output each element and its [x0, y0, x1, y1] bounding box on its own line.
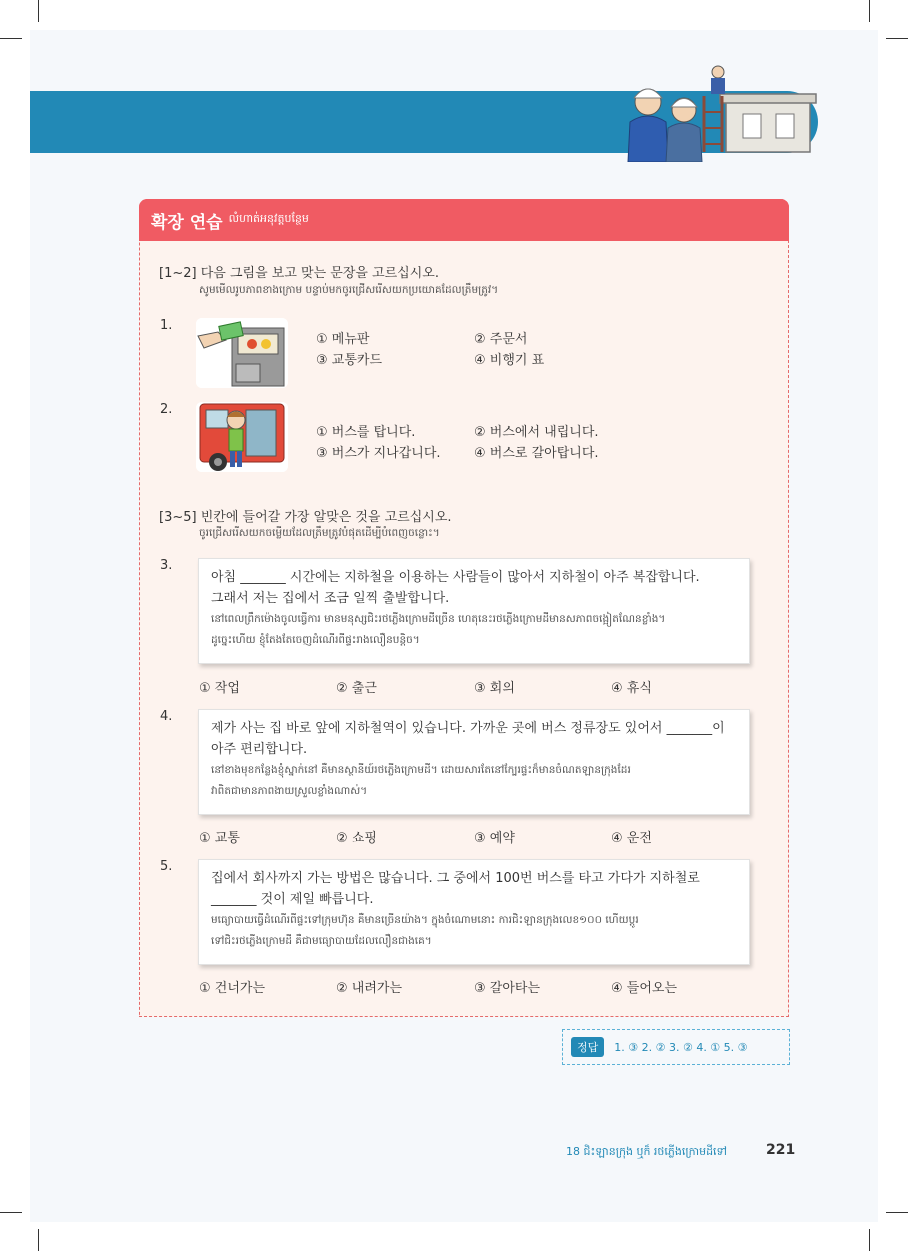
option[interactable]: ④ 운전 — [611, 831, 652, 846]
passage-korean-line: 그래서 저는 집에서 조금 일찍 출발합니다. — [211, 591, 450, 606]
option[interactable]: ④ 비행기 표 — [474, 353, 545, 368]
workers-illustration — [618, 62, 818, 162]
option[interactable]: ③ 갈아타는 — [474, 981, 541, 996]
passage-korean-line: 아주 편리합니다. — [211, 742, 308, 757]
passage-khmer-line: មធ្យោបាយធ្វើដំណើរពីផ្ទះទៅក្រុមហ៊ុន គឺមានច្រើនយ៉ាង។ ក្នុងចំណោមនោះ ការជិះឡានក្រុងលេខ១០០ ហើយប្តូរ — [211, 914, 639, 926]
crop-mark — [886, 38, 908, 39]
footer-chapter-title: 18 ជិះឡានក្រុង ឬក៏ រថភ្លើងក្រោមដីទៅ — [566, 1145, 728, 1158]
option[interactable]: ① 버스를 탑니다. — [316, 425, 416, 440]
passage-korean-line: 집에서 회사까지 가는 방법은 많습니다. 그 중에서 100번 버스를 타고 가다가 지하철로 — [211, 871, 700, 886]
option[interactable]: ② 버스에서 내립니다. — [474, 425, 599, 440]
part2-instruction: [3~5] 빈칸에 들어갈 가장 알맞은 것을 고르십시오. — [159, 510, 452, 525]
option[interactable]: ② 주문서 — [474, 332, 528, 347]
option[interactable]: ④ 휴식 — [611, 681, 652, 696]
option[interactable]: ② 출근 — [336, 681, 377, 696]
question-number: 4. — [160, 709, 173, 724]
passage-korean-line: 제가 사는 집 바로 앞에 지하철역이 있습니다. 가까운 곳에 버스 정류장도 있어서 _______이 — [211, 721, 725, 736]
option[interactable]: ④ 버스로 갈아탑니다. — [474, 446, 599, 461]
passage-khmer-line: វាពិតជាមានភាពងាយស្រួលខ្លាំងណាស់។ — [211, 785, 368, 797]
card-reader-illustration — [196, 318, 288, 388]
crop-mark — [38, 0, 39, 22]
option[interactable]: ① 건너가는 — [199, 981, 266, 996]
crop-mark — [886, 1212, 908, 1213]
answer-key-label: 정답 — [571, 1037, 604, 1057]
crop-mark — [0, 38, 22, 39]
option[interactable]: ② 쇼핑 — [336, 831, 377, 846]
question-number: 1. — [160, 318, 173, 333]
crop-mark — [0, 1212, 22, 1213]
passage-khmer-line: នៅពេលព្រឹកម៉ោងចូលធ្វើការ មានមនុស្សជិះរថភ្លើងក្រោមដីច្រើន ហេតុនេះរថភ្លើងក្រោមដីមានសភាពចង្អៀតណែនខ្លាំង។ — [211, 613, 666, 625]
answer-key — [562, 1029, 790, 1065]
passage-card — [198, 709, 750, 815]
passage-card — [198, 859, 750, 965]
passage-card — [198, 558, 750, 664]
section-subtitle: លំហាត់អនុវត្តបន្ថែម — [228, 212, 309, 225]
option[interactable]: ② 내려가는 — [336, 981, 403, 996]
part1-instruction-km: សូមមើលរូបភាពខាងក្រោម បន្ទាប់មកចូរជ្រើសរើសយកប្រយោគដែលត្រឹមត្រូវ។ — [199, 284, 499, 296]
part1-instruction: [1~2] 다음 그림을 보고 맞는 문장을 고르십시오. — [159, 266, 439, 281]
section-title: 확장 연습 — [151, 212, 223, 233]
option[interactable]: ③ 예약 — [474, 831, 515, 846]
passage-khmer-line: ដូច្នេះហើយ ខ្ញុំតែងតែចេញដំណើរពីផ្ទះរាងលឿនបន្តិច។ — [211, 634, 420, 646]
option[interactable]: ① 교통 — [199, 831, 240, 846]
crop-mark — [38, 1229, 39, 1251]
option[interactable]: ③ 교통카드 — [316, 353, 383, 368]
crop-mark — [869, 0, 870, 22]
passage-korean-line: _______ 것이 제일 빠릅니다. — [211, 892, 374, 907]
option[interactable]: ④ 들어오는 — [611, 981, 678, 996]
page-number: 221 — [766, 1142, 796, 1158]
question-number: 2. — [160, 402, 173, 417]
section-header — [139, 199, 789, 241]
passage-khmer-line: នៅខាងមុខកន្លែងខ្ញុំស្នាក់នៅ គឺមានស្ថានីយ៍រថភ្លើងក្រោមដី។ ដោយសារតែនៅក្បែរផ្ទះក៏មានចំណតឡានក្រុងដែរ — [211, 764, 631, 776]
option[interactable]: ① 작업 — [199, 681, 240, 696]
bus-passenger-illustration — [196, 402, 288, 472]
crop-mark — [869, 1229, 870, 1251]
passage-khmer-line: ទៅជិះរថភ្លើងក្រោមដី គឺជាមធ្យោបាយដែលលឿនជាងគេ។ — [211, 935, 432, 947]
answer-key-text: 1. ③ 2. ② 3. ② 4. ① 5. ③ — [614, 1040, 748, 1054]
passage-korean-line: 아침 _______ 시간에는 지하철을 이용하는 사람들이 많아서 지하철이 아주 복잡합니다. — [211, 570, 700, 585]
option[interactable]: ③ 버스가 지나갑니다. — [316, 446, 441, 461]
question-number: 5. — [160, 859, 173, 874]
part2-instruction-km: ចូរជ្រើសរើសយកចម្លើយដែលត្រឹមត្រូវបំផុតដើម្បីបំពេញចន្លោះ។ — [199, 527, 440, 539]
question-number: 3. — [160, 558, 173, 573]
option[interactable]: ③ 회의 — [474, 681, 515, 696]
option[interactable]: ① 메뉴판 — [316, 332, 370, 347]
